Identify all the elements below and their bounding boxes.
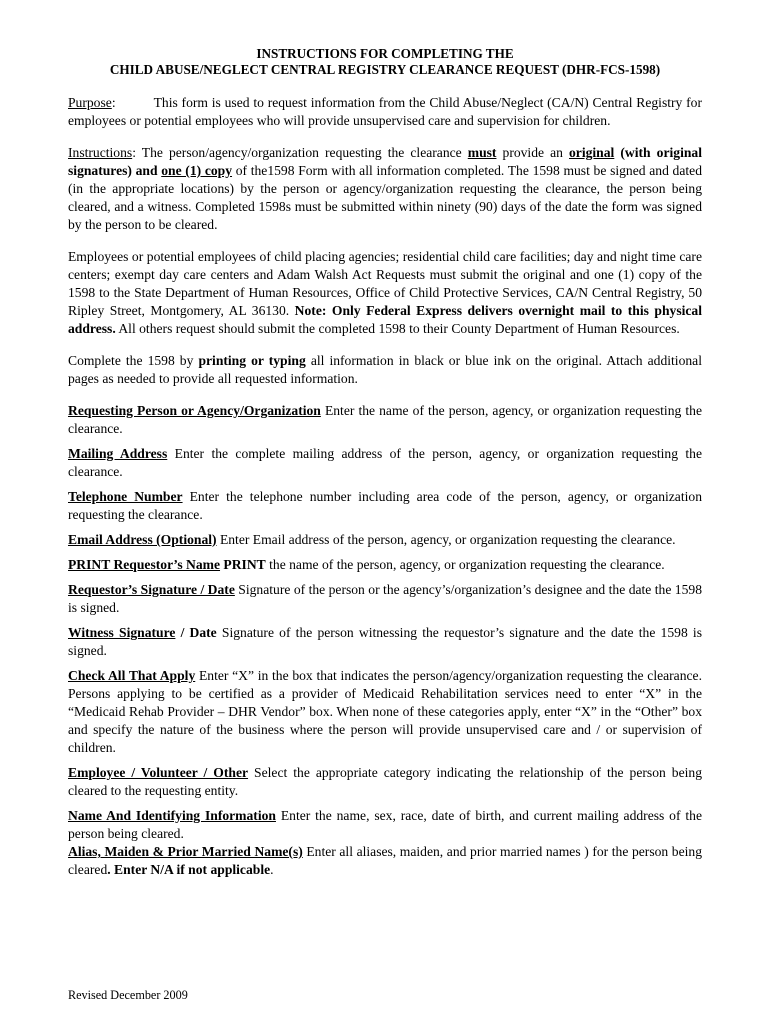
one-copy-emphasis: one (1) copy [161,163,233,178]
section-witness-signature: Witness Signature / Date Signature of the person witnessing the requestor’s signature and the date the 1598 is signed. [68,625,702,658]
instructions-label: Instructions [68,145,133,160]
complete-paragraph: Complete the 1598 by printing or typing all information in black or blue ink on the original. Attach additional pages as needed to provide all requested information. [68,353,702,386]
section-mailing-address: Mailing Address Enter the complete mailing address of the person, agency, or organization requesting the clearance. [68,446,702,479]
fedex-note: Note: Only Federal Express delivers overnight mail to this physical address. [68,303,702,336]
section-email-address: Email Address (Optional) Enter Email address of the person, agency, or organization requesting the clearance. [68,532,676,547]
revision-footer: Revised December 2009 [68,988,188,1002]
document-body [68,46,702,886]
section-name-identifying-info: Name And Identifying Information Enter the name, sex, race, date of birth, and current mailing address of the person being cleared. [68,808,702,841]
section-heading: Requesting Person or Agency/Organization [68,403,321,418]
section-heading: Email Address (Optional) [68,532,217,547]
title-line-1: INSTRUCTIONS FOR COMPLETING THE [256,46,514,61]
purpose-paragraph: Purpose: This form is used to request information from the Child Abuse/Neglect (CA/N) Central Registry for employees or potential employees who will provide unsupervised care and supervision for children. [68,95,702,128]
section-heading: Name And Identifying Information [68,808,276,823]
purpose-label: Purpose [68,95,112,110]
section-requestor-signature: Requestor’s Signature / Date Signature of the person or the agency’s/organization’s designee and the date the 1598 is signed. [68,582,702,615]
section-print-requestor-name: PRINT Requestor’s Name PRINT the name of the person, agency, or organization requesting the clearance. [68,557,665,572]
section-heading: Employee / Volunteer / Other [68,765,249,780]
section-requesting-person: Requesting Person or Agency/Organization Enter the name of the person, agency, or organization requesting the clearance. [68,403,702,436]
section-check-all-that-apply: Check All That Apply Enter “X” in the box that indicates the person/agency/organization requesting the clearance. Persons applying to be certified as a provider of Medicaid Rehabilitation services need to enter “X” in the “Medicaid Rehab Provider – DHR Vendor” box. When none of these categories apply, enter “X” in the “Other” box and specify the nature of the business where the person will provide unsupervised care and / or supervision of children. [68,668,702,755]
document-title [68,46,702,78]
employees-paragraph: Employees or potential employees of child placing agencies; residential child care facilities; day and night time care centers; exempt day care centers and Adam Walsh Act Requests must submit the original and one (1) copy of the 1598 to the State Department of Human Resources, Office of Child Protective Services, CA/N Central Registry, 50 Ripley Street, Montgomery, AL 36130. Note: Only Federal Express delivers overnight mail to this physical address. All others request should submit the completed 1598 to their County Department of Human Resources. [68,249,702,336]
instructions-paragraph: Instructions: The person/agency/organization requesting the clearance must provide an original (with original signatures) and one (1) copy of the1598 Form with all information completed. The 1598 must be signed and dated (in the appropriate locations) by the person or agency/organization requesting the clearance, the person being cleared, and a witness. Completed 1598s must be submitted within ninety (90) days of the date the form was signed by the person to be cleared. [68,145,702,232]
section-alias-maiden-names: Alias, Maiden & Prior Married Name(s) Enter all aliases, maiden, and prior married names ) for the person being cleared. Enter N/A if not applicable. [68,844,702,877]
original-emphasis: original [569,145,615,160]
section-heading: Check All That Apply [68,668,196,683]
title-line-2: CHILD ABUSE/NEGLECT CENTRAL REGISTRY CLEARANCE REQUEST (DHR-FCS-1598) [109,62,661,77]
must-emphasis: must [467,145,497,160]
section-telephone-number: Telephone Number Enter the telephone number including area code of the person, agency, or organization requesting the clearance. [68,489,702,522]
section-heading: PRINT Requestor’s Name [68,557,221,572]
section-heading: Witness Signature [68,625,176,640]
section-heading: Telephone Number [68,489,183,504]
section-heading: Alias, Maiden & Prior Married Name(s) [68,844,303,859]
purpose-text: This form is used to request information from the Child Abuse/Neglect (CA/N) Central Registry for employees or potential employees who will provide unsupervised care and supervision for children. [68,95,702,128]
section-employee-volunteer-other: Employee / Volunteer / Other Select the appropriate category indicating the relationship of the person being cleared to the requesting entity. [68,765,702,798]
section-heading: Requestor’s Signature / Date [68,582,235,597]
section-heading: Mailing Address [68,446,168,461]
